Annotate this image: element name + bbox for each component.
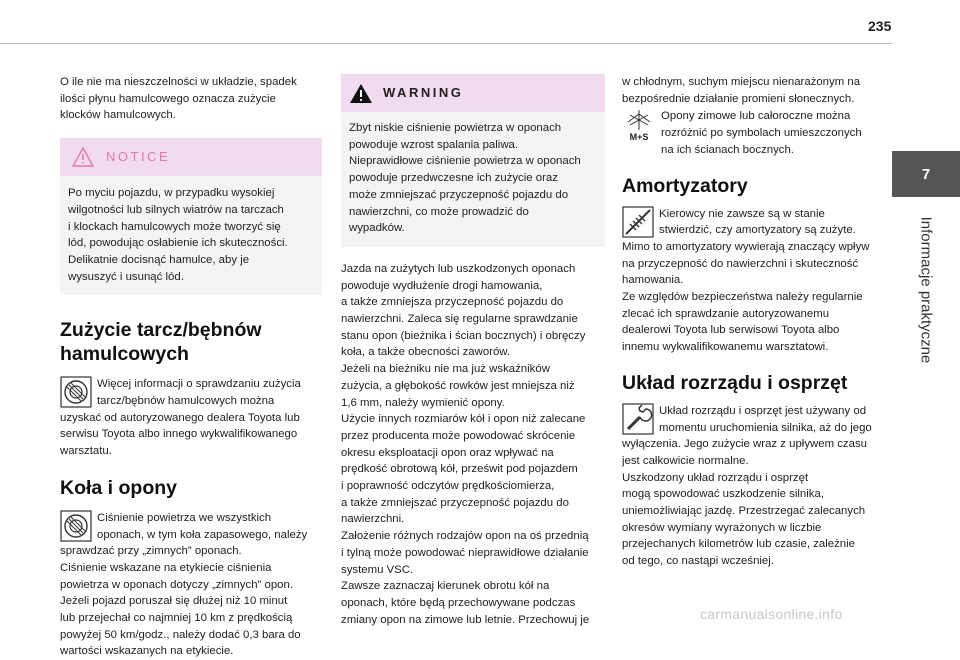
caution-triangle-icon — [72, 147, 94, 167]
warning-label: WARNING — [383, 84, 464, 100]
page-number: 235 — [868, 18, 892, 34]
brake-discs-section — [60, 376, 322, 460]
shock-absorbers-heading: Amortyzatory — [622, 174, 748, 197]
timing-heading: Układ rozrządu i osprzęt — [622, 371, 848, 394]
notice-label: NOTICE — [106, 148, 171, 164]
warning-body: Zbyt niskie ciśnienie powietrza w oponach powoduje wzrost spalania paliwa. Nieprawidłowe ciśnienie powietrza w oponach powoduje przedwczesne ich zużycie oraz może zmniejszać przyczepność pojazdu do nawierzchni, co może prowadzić do wypadków. — [349, 122, 581, 235]
column-3 — [622, 74, 886, 570]
winter-tires-text: Opony zimowe lub całoroczne można rozróżnić po symbolach umieszczonych na ich ścianach bocznych. — [661, 110, 862, 156]
wheels-heading: Koła i opony — [60, 476, 177, 499]
wheels-section — [60, 510, 322, 660]
shock-absorber-icon — [622, 206, 654, 238]
shock-absorbers-text: Kierowcy nie zawsze są w stanie stwierdzić, czy amortyzatory są zużyte. Mimo to amortyzatory wywierają znaczący wpływ na przyczepność do nawierzchni i skuteczność hamowania. Ze względów bezpieczeństwa należy regularnie zlecać ich sprawdzanie autoryzowanemu dealerowi Toyota lub serwisowi Toyota albo innemu wykwalifikowanemu warsztatowi. — [622, 207, 870, 354]
header-rule — [0, 43, 892, 44]
maintenance-book-icon — [60, 376, 92, 408]
column-2 — [341, 74, 605, 628]
chapter-title: Informacje praktyczne — [917, 216, 935, 364]
timing-text: Układ rozrządu i osprzęt jest używany od momentu uruchomienia silnika, aż do jego wyłączenia. Jego zużycie wraz z upływem czasu jest całkowicie normalne. Uszkodzony układ rozrządu i osprzęt mogą spowodować uszkodzenie silnika, uniemożliwiając jazdę. Przestrzegać zalecanych okresów wymiany wyrażonych w liczbie przejechanych kilometrów lub czasie, zależnie od tego, co nastąpi wcześniej. — [622, 404, 872, 568]
brake-discs-text: Więcej informacji o sprawdzaniu zużycia tarcz/bębnów hamulcowych można uzyskać od autoryzowanego dealera Toyota lub serwisu Toyota albo innego wykwalifikowanego warsztatu. — [60, 378, 301, 458]
notice-header — [60, 138, 322, 176]
storage-text: w chłodnym, suchym miejscu nienarażonym na bezpośrednie działanie promieni słonecznych. — [622, 76, 861, 105]
wheels-text: Ciśnienie powietrza we wszystkich oponach, w tym koła zapasowego, należy sprawdzać przy „zimnych” oponach. Ciśnienie wskazane na etykiecie ciśnienia powietrza w oponach dotyczy „zimnych” opon. Jeżeli pojazd poruszał się dłużej niż 10 minut lub przejechał co najmniej 10 km z prędkością powyżej 50 km/godz., należy dodać 0,3 bara do wartości wskazanych na etykiecie. — [60, 511, 308, 658]
timing-section — [622, 403, 886, 570]
warning-triangle-icon — [349, 83, 373, 104]
brake-fluid-text: O ile nie ma nieszczelności w układzie, spadek ilości płynu hamulcowego oznacza zużycie klocków hamulcowych. — [60, 76, 297, 122]
warning-box — [341, 74, 605, 247]
warning-header — [341, 74, 605, 112]
tire-wear-text: Jazda na zużytych lub uszkodzonych oponach powoduje wydłużenie drogi hamowania, a także zmniejsza przyczepność pojazdu do nawierzchni. Zaleca się regularne sprawdzanie stanu opon (bieżnika i ścian bocznych) i obręczy koła, a także obecności zaworów. Jeżeli na bieżniku nie ma już wskaźników zużycia, a głębokość rowków jest mniejsza niż 1,6 mm, należy wymienić opony. Użycie innych rozmiarów kół i opon niż zalecane przez producenta może powodować skrócenie okresu eksploatacji opon oraz wpływać na prędkość obrotową kół, prześwit pod pojazdem i poprawność odczytów prędkościomierza, a także zmniejszać przyczepność pojazdu do nawierzchni. Założenie różnych rodzajów opon na oś przednią i tylną może powodować nieprawidłowe działanie systemu VSC. Zawsze zaznaczaj kierunek obrotu kół na oponach, które będą przechowywane podczas zmiany opon na zimowe lub letnie. Przechowuj je — [341, 262, 590, 626]
watermark: carmanualsonline.info — [700, 606, 843, 622]
shock-absorbers-section — [622, 206, 886, 356]
notice-body: Po myciu pojazdu, w przypadku wysokiej wilgotności lub silnych wiatrów na tarczach i klockach hamulcowych może tworzyć się lód, powodując osłabienie ich skuteczności. Delikatnie docisnąć hamulce, aby je wysuszyć i usunąć lód. — [68, 187, 288, 283]
chapter-tab[interactable]: 7 — [892, 151, 960, 197]
winter-tires-section — [622, 108, 886, 158]
ms-symbol-text: M+S — [629, 132, 649, 143]
snowflake-ms-icon — [622, 108, 656, 142]
tire-icon — [60, 510, 92, 542]
column-1 — [60, 74, 322, 660]
wrench-icon — [622, 403, 654, 435]
brake-discs-heading: Zużycie tarcz/bębnów hamulcowych — [60, 319, 262, 366]
notice-box — [60, 138, 322, 295]
chapter-side-label — [892, 200, 960, 400]
